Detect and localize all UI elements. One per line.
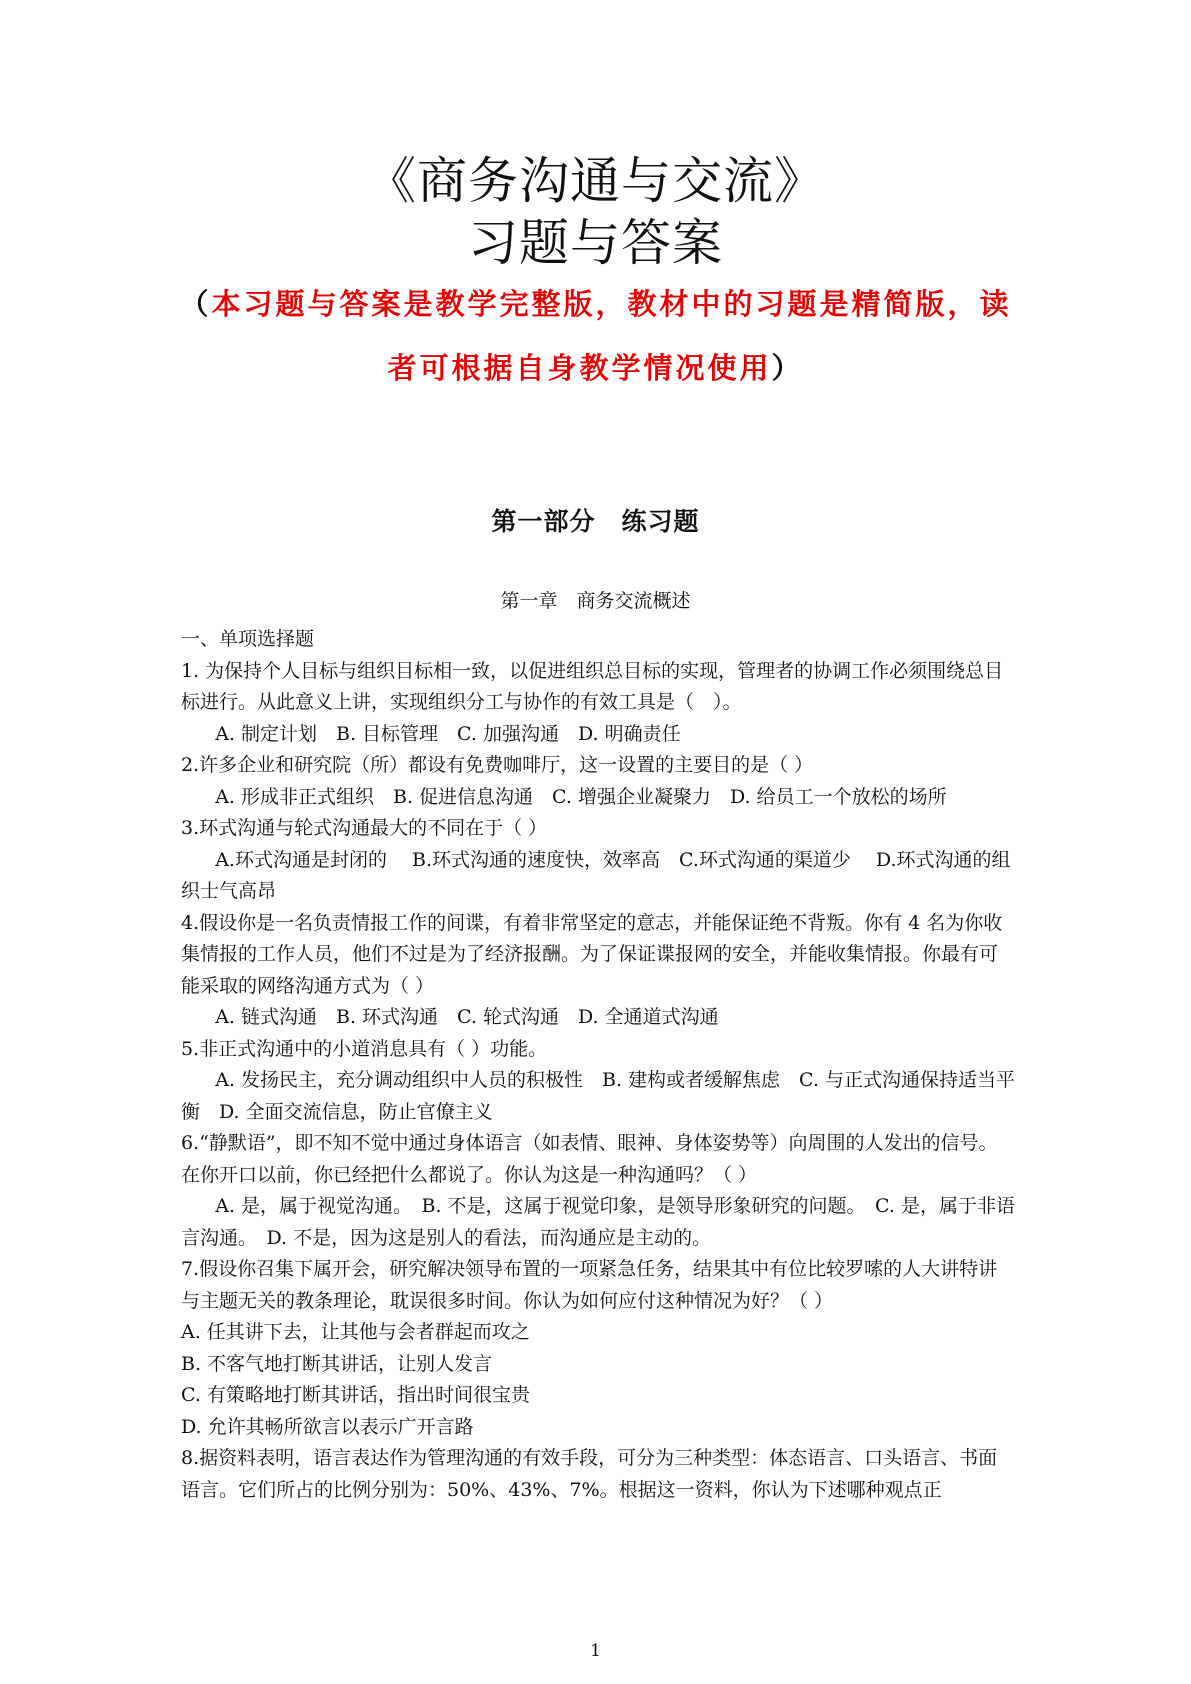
question-text: 7.假设你召集下属开会，研究解决领导布置的一项紧急任务，结果其中有位比较罗嗦的人大讲特讲与主题无关的教条理论，耽误很多时间。你认为如何应付这种情况为好？（ ）	[181, 1258, 998, 1312]
part-heading: 第一部分 练习题	[491, 507, 700, 536]
answer-options: A.环式沟通是封闭的 B.环式沟通的速度快，效率高 C.环式沟通的渠道少 D.环式沟通的组织士气高昂	[181, 848, 1011, 902]
document-subtitle: 习题与答案	[468, 214, 723, 272]
question-text: A. 任其讲下去，让其他与会者群起而攻之	[181, 1321, 530, 1343]
usage-note-line-1	[0, 284, 1191, 324]
section-heading: 一、单项选择题	[181, 628, 315, 650]
answer-options: A. 是，属于视觉沟通。 B. 不是，这属于视觉印象，是领导形象研究的问题。 C. 是，属于非语言沟通。 D. 不是，因为这是别人的看法，而沟通应是主动的。	[181, 1195, 1015, 1249]
answer-options: A. 链式沟通 B. 环式沟通 C. 轮式沟通 D. 全通道式沟通	[215, 1006, 719, 1028]
answer-options: A. 发扬民主，充分调动组织中人员的积极性 B. 建构或者缓解焦虑 C. 与正式沟通保持适当平衡 D. 全面交流信息，防止官僚主义	[181, 1069, 1015, 1123]
question-text: 8.据资料表明，语言表达作为管理沟通的有效手段，可分为三种类型：体态语言、口头语言、书面语言。它们所占的比例分别为：50%、43%、7%。根据这一资料，你认为下述哪种观点正	[181, 1447, 998, 1501]
chapter-heading: 第一章 商务交流概述	[500, 590, 691, 612]
question-body	[181, 624, 1015, 1506]
question-text: 2.许多企业和研究院（所）都设有免费咖啡厅，这一设置的主要目的是（ ）	[181, 754, 814, 776]
note-close-paren: ）	[771, 351, 804, 385]
question-text: 6.“静默语”，即不知不觉中通过身体语言（如表情、眼神、身体姿势等）向周围的人发出的信号。在你开口以前，你已经把什么都说了。你认为这是一种沟通吗？（ ）	[181, 1132, 998, 1186]
usage-note-line-2	[0, 348, 1191, 388]
document-title: 《商务沟通与交流》	[366, 152, 825, 210]
page-number: 1	[590, 1641, 601, 1661]
answer-options: A. 制定计划 B. 目标管理 C. 加强沟通 D. 明确责任	[215, 722, 681, 745]
note-open-paren: （	[179, 287, 212, 321]
question-text: 3.环式沟通与轮式沟通最大的不同在于（ ）	[181, 817, 548, 839]
question-text: C. 有策略地打断其讲话，指出时间很宝贵	[181, 1384, 530, 1406]
question-text: D. 允许其畅所欲言以表示广开言路	[181, 1415, 474, 1438]
answer-options: A. 形成非正式组织 B. 促进信息沟通 C. 增强企业凝聚力 D. 给员工一个放松的场所	[215, 785, 947, 808]
question-text: B. 不客气地打断其讲话，让别人发言	[181, 1352, 493, 1375]
question-text: 1. 为保持个人目标与组织目标相一致，以促进组织总目标的实现，管理者的协调工作必须围绕总目标进行。从此意义上讲，实现组织分工与协作的有效工具是（ ）。	[181, 659, 1004, 713]
question-text: 5.非正式沟通中的小道消息具有（ ）功能。	[181, 1037, 548, 1060]
note-text-2: 者可根据自身教学情况使用	[387, 351, 772, 385]
question-text: 4.假设你是一名负责情报工作的间谍，有着非常坚定的意志，并能保证绝不背叛。你有 4 名为你收集情报的工作人员，他们不过是为了经济报酬。为了保证谍报网的安全，并能收集情报。你最有可能采取的网络沟通方式为（ ）	[181, 911, 1003, 997]
note-text-1: 本习题与答案是教学完整版，教材中的习题是精简版，读	[211, 287, 1012, 321]
